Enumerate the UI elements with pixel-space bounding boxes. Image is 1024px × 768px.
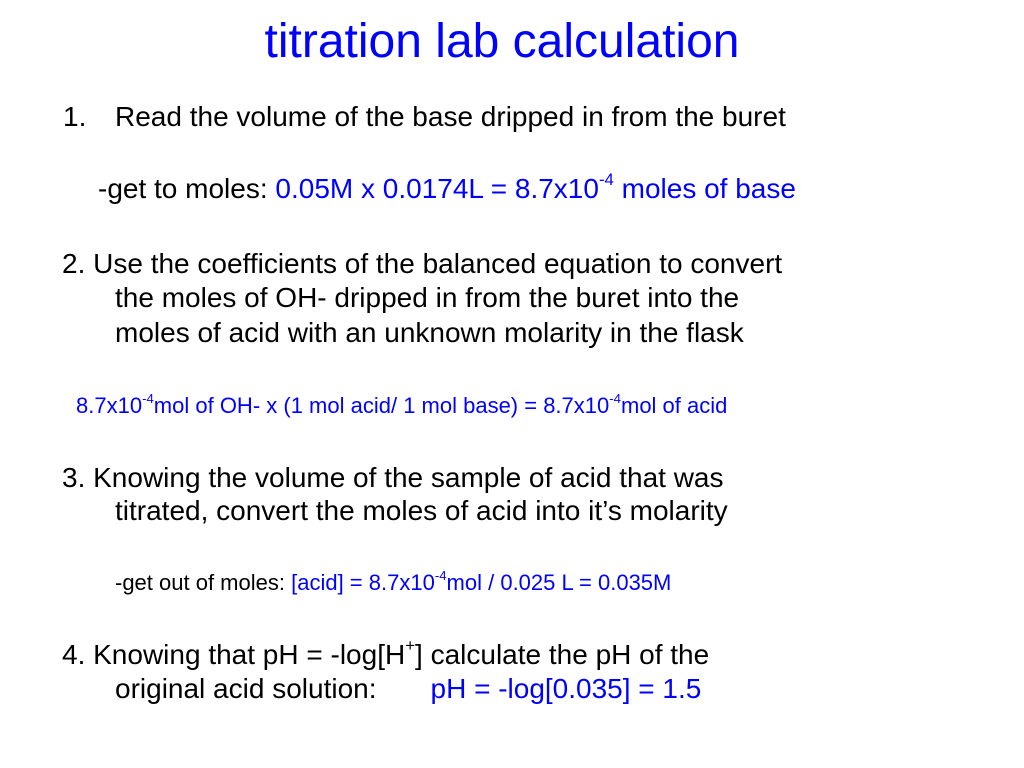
step2-line1: 2. Use the coefficients of the balanced equation to convert: [62, 248, 783, 279]
step4-line2: [115, 675, 701, 703]
step3-calc-a: [acid] = 8.7x10: [291, 570, 435, 595]
slide-title: titration lab calculation: [264, 15, 740, 68]
step1-sub-label: -get to moles:: [98, 173, 276, 204]
step3-calc-b: mol / 0.025 L = 0.035M: [446, 570, 672, 595]
step3-calc-exponent: -4: [434, 567, 447, 583]
step3-sub-label: -get out of moles:: [115, 570, 292, 595]
step2-line2: the moles of OH- dripped in from the buret into the: [115, 282, 740, 313]
step2-calc-exponent-2: -4: [609, 390, 621, 406]
step3-calculation: [115, 567, 672, 595]
step2-calc-exponent-1: -4: [142, 390, 154, 406]
step2-line3: moles of acid with an unknown molarity in the flask: [115, 317, 744, 348]
step4-line2-text: original acid solution:: [115, 673, 377, 704]
step1-calc-a: 0.05M x 0.0174L = 8.7x10: [275, 173, 599, 204]
step3-line2: titrated, convert the moles of acid into it’s molarity: [115, 495, 728, 526]
step1-calculation: [98, 170, 796, 204]
step2-calc-b: mol of OH- x (1 mol acid/ 1 mol base) = 8.7x10: [153, 393, 610, 418]
step4-hplus-sup: +: [405, 636, 416, 656]
step1-calc-exponent: -4: [598, 170, 614, 190]
step4-line1-a: 4. Knowing that pH = -log[H: [62, 639, 406, 670]
step4-answer: pH = -log[0.035] = 1.5: [430, 673, 702, 704]
step2-calculation: [76, 390, 728, 418]
step2-calc-c: mol of acid: [621, 393, 728, 418]
step1-calc-b: moles of base: [613, 173, 796, 204]
step4-line1: [62, 636, 710, 670]
step3-line1: 3. Knowing the volume of the sample of acid that was: [62, 462, 724, 493]
step4-line1-b: ] calculate the pH of the: [415, 639, 710, 670]
step1-number: 1.: [63, 101, 87, 132]
step1-text: Read the volume of the base dripped in from the buret: [115, 101, 786, 132]
step2-calc-a: 8.7x10: [76, 393, 143, 418]
